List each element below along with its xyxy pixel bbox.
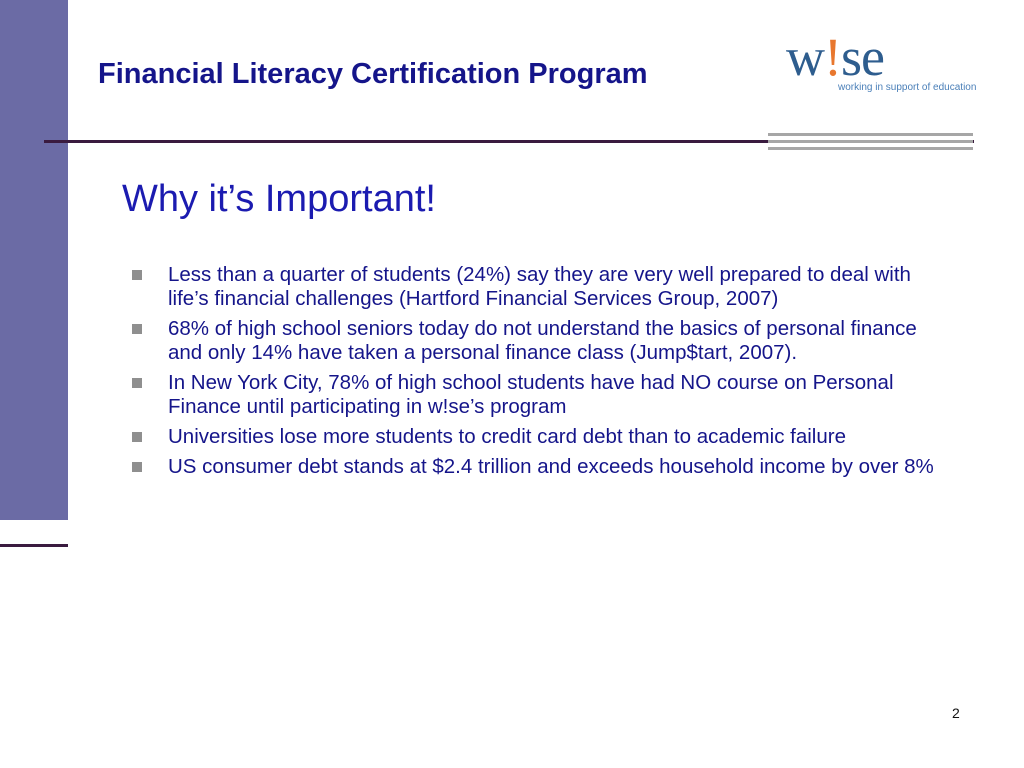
slide-heading: Why it’s Important! bbox=[122, 178, 436, 220]
logo-wordmark bbox=[786, 27, 986, 87]
bullet-list bbox=[130, 263, 950, 485]
square-bullet-icon bbox=[132, 324, 142, 334]
gray-bar bbox=[768, 133, 973, 136]
bullet-item bbox=[130, 455, 950, 479]
logo-bang: ! bbox=[824, 27, 841, 87]
bullet-text: 68% of high school seniors today do not understand the basics of personal finance and only 14% have taken a personal finance class (Jump$tart, 2007). bbox=[168, 317, 917, 364]
bullet-item bbox=[130, 425, 950, 449]
logo-tagline: working in support of education bbox=[838, 82, 977, 93]
bullet-item bbox=[130, 263, 950, 311]
bullet-text: In New York City, 78% of high school students have had NO course on Personal Finance until participating in w!se’s program bbox=[168, 371, 894, 418]
left-accent-bar bbox=[0, 0, 68, 520]
bullet-text: US consumer debt stands at $2.4 trillion and exceeds household income by over 8% bbox=[168, 455, 934, 478]
square-bullet-icon bbox=[132, 432, 142, 442]
square-bullet-icon bbox=[132, 270, 142, 280]
header-gray-bars bbox=[768, 133, 973, 154]
header-title: Financial Literacy Certification Program bbox=[98, 58, 648, 90]
page-number: 2 bbox=[952, 705, 960, 721]
square-bullet-icon bbox=[132, 378, 142, 388]
wise-logo bbox=[786, 27, 986, 100]
gray-bar bbox=[768, 147, 973, 150]
left-accent-line bbox=[0, 544, 68, 547]
logo-letter-w: w bbox=[786, 27, 824, 87]
bullet-text: Less than a quarter of students (24%) say they are very well prepared to deal with life’s financial challenges (Hartford Financial Services Group, 2007) bbox=[168, 263, 911, 310]
logo-letters-se: se bbox=[840, 27, 884, 87]
gray-bar bbox=[768, 140, 973, 143]
square-bullet-icon bbox=[132, 462, 142, 472]
bullet-item bbox=[130, 371, 950, 419]
bullet-text: Universities lose more students to credit card debt than to academic failure bbox=[168, 425, 846, 448]
bullet-item bbox=[130, 317, 950, 365]
